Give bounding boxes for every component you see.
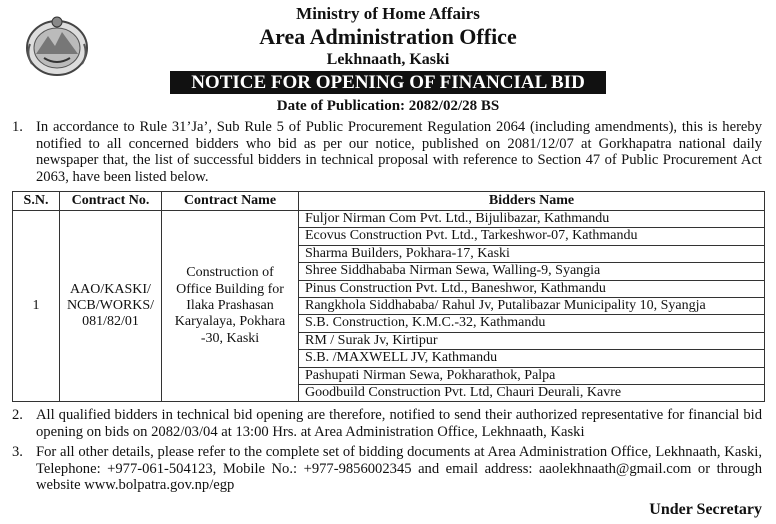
- header-sn: S.N.: [13, 192, 60, 211]
- ministry-name: Ministry of Home Affairs: [296, 4, 480, 23]
- signature-title: Under Secretary: [649, 501, 762, 518]
- office-name: Area Administration Office: [259, 24, 517, 49]
- paragraph-text: All qualified bidders in technical bid opening are therefore, notified to send their authorized representative for financial bid opening on bids on 2082/03/04 at 13:00 Hrs. at Area Administration Office, Lekhnaath, Kaski: [36, 407, 762, 440]
- cell-contract-no: AAO/KASKI/ NCB/WORKS/ 081/82/01: [60, 211, 162, 402]
- bidder-cell: Fuljor Nirman Com Pvt. Ltd., Bijulibazar, Kathmandu: [299, 211, 765, 228]
- bidder-cell: S.B. /MAXWELL JV, Kathmandu: [299, 350, 765, 367]
- bidder-cell: Rangkhola Siddhababa/ Rahul Jv, Putalibazar Municipality 10, Syangja: [299, 298, 765, 315]
- bidder-cell: Ecovus Construction Pvt. Ltd., Tarkeshwor-07, Kathmandu: [299, 228, 765, 245]
- table-header-row: [13, 192, 765, 211]
- header-contract-no: Contract No.: [60, 192, 162, 211]
- header-bidders-name: Bidders Name: [299, 192, 765, 211]
- bidder-cell: Sharma Builders, Pokhara-17, Kaski: [299, 245, 765, 262]
- cell-sn: 1: [13, 211, 60, 402]
- publication-date: Date of Publication: 2082/02/28 BS: [276, 98, 500, 114]
- bidder-cell: Pinus Construction Pvt. Ltd., Baneshwor, Kathmandu: [299, 280, 765, 297]
- bidder-cell: S.B. Construction, K.M.C.-32, Kathmandu: [299, 315, 765, 332]
- header-contract-name: Contract Name: [162, 192, 299, 211]
- notice-title: NOTICE FOR OPENING OF FINANCIAL BID: [170, 71, 606, 94]
- bidder-cell: Pashupati Nirman Sewa, Pokharathok, Palpa: [299, 367, 765, 384]
- paragraph-number: 3.: [12, 444, 23, 460]
- paragraph-number: 2.: [12, 407, 23, 423]
- paragraph-text: For all other details, please refer to the complete set of bidding documents at Area Administration Office, Lekhnaath, Kaski, Telephone: +977-061-504123, Mobile No.: +977-9856002345 and email address: aaolekhnaath@gmail.com or through website www.bolpatra.gov.np/egp: [36, 444, 762, 494]
- bidder-cell: RM / Surak Jv, Kirtipur: [299, 332, 765, 349]
- bidder-cell: Goodbuild Construction Pvt. Ltd, Chauri Deurali, Kavre: [299, 385, 765, 402]
- notice-header: [0, 4, 776, 115]
- cell-contract-name: Construction of Office Building for Ilaka Prashasan Karyalaya, Pokhara -30, Kaski: [162, 211, 299, 402]
- table-row: [13, 211, 765, 228]
- bidder-cell: Shree Siddhababa Nirman Sewa, Walling-9, Syangia: [299, 263, 765, 280]
- office-location: Lekhnaath, Kaski: [326, 51, 450, 68]
- paragraph-number: 1.: [12, 119, 23, 135]
- bidders-table: [12, 191, 765, 402]
- paragraph-text: In accordance to Rule 31’Ja’, Sub Rule 5 of Public Procurement Regulation 2064 (including amendments), this is hereby notified to all concerned bidders who bid as per our notice, published on 2081/12/07 at Gorkhapatra national daily newspaper that, the list of successful bidders in technical proposal with reference to Section 47 of Public Procurement Act 2063, have been listed below.: [36, 119, 762, 185]
- paragraph-1: [12, 119, 762, 185]
- paragraph-2: [12, 407, 762, 440]
- paragraph-3: [12, 444, 762, 494]
